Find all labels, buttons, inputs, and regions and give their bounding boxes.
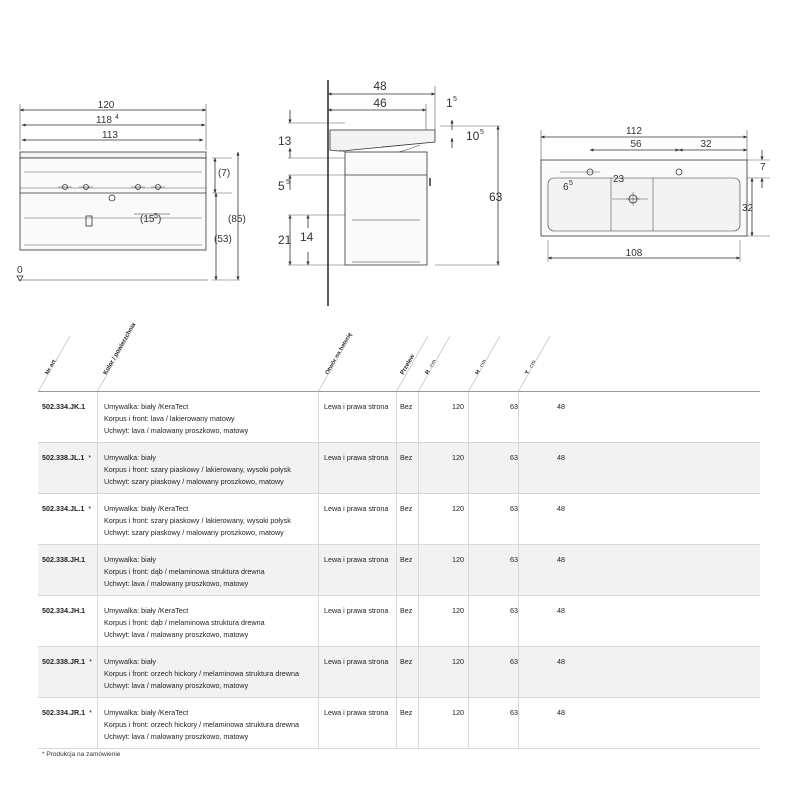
dim-top-108: 108 bbox=[625, 248, 643, 259]
tap-hole-value: Lewa i prawa strona bbox=[324, 606, 389, 615]
depth-value: 48 bbox=[557, 657, 565, 666]
header-tap-hole: Otwór na baterię bbox=[324, 331, 354, 376]
width-value: 120 bbox=[452, 606, 464, 615]
width-value: 120 bbox=[452, 708, 464, 717]
dim-width-120: 120 bbox=[97, 100, 115, 111]
height-value: 63 bbox=[510, 708, 518, 717]
depth-value: 48 bbox=[557, 606, 565, 615]
dim-top-depth-32: 32 bbox=[742, 203, 754, 214]
article-number: 502.334.JH.1 bbox=[42, 606, 86, 615]
height-value: 63 bbox=[510, 555, 518, 564]
dim-top-7: 7 bbox=[760, 162, 766, 173]
depth-value: 48 bbox=[557, 555, 565, 564]
tap-hole-value: Lewa i prawa strona bbox=[324, 657, 389, 666]
top-view-drawing bbox=[541, 130, 770, 262]
front-view-drawing bbox=[17, 104, 240, 281]
product-table bbox=[38, 392, 760, 749]
overflow-value: Bez bbox=[400, 657, 413, 666]
technical-drawings bbox=[0, 0, 800, 320]
depth-value: 48 bbox=[557, 708, 565, 717]
height-value: 63 bbox=[510, 504, 518, 513]
height-value: 63 bbox=[510, 402, 518, 411]
height-value: 63 bbox=[510, 657, 518, 666]
floor-zero-label: 0 bbox=[17, 265, 23, 276]
color-description: Umywalka: biały Korpus i front: szary piaskowy / lakierowany, wysoki połysk Uchwyt: szary piaskowy / malowany proszkowo, matowy bbox=[104, 453, 291, 486]
table-header bbox=[0, 322, 800, 392]
dim-top-6-fraction: 5 bbox=[569, 180, 573, 187]
table-row bbox=[38, 443, 760, 494]
dim-top-23: 23 bbox=[613, 174, 625, 185]
dim-depth-48: 48 bbox=[373, 79, 387, 93]
width-value: 120 bbox=[452, 453, 464, 462]
dim-depth-46: 46 bbox=[373, 96, 387, 110]
color-description: Umywalka: biały /KeraTect Korpus i front: orzech hickory / melaminowa struktura drewna Uchwyt: lava / malowany proszkowo, matowy bbox=[104, 708, 299, 741]
dim-top-112: 112 bbox=[626, 126, 642, 137]
table-row bbox=[38, 545, 760, 596]
dim-depth-15: (15 bbox=[140, 214, 155, 225]
article-number: 502.334.JL.1 * bbox=[42, 504, 92, 513]
table-row bbox=[38, 698, 760, 749]
header-art-number: Nr art. bbox=[44, 357, 59, 376]
dim-rim-1-fraction: 5 bbox=[453, 96, 457, 103]
overflow-value: Bez bbox=[400, 453, 413, 462]
overflow-value: Bez bbox=[400, 504, 413, 513]
side-view-drawing bbox=[288, 80, 500, 306]
overflow-value: Bez bbox=[400, 606, 413, 615]
dim-height-13: 13 bbox=[278, 134, 292, 148]
dim-width-118-fraction: 4 bbox=[115, 114, 119, 121]
article-number: 502.338.JR.1 * bbox=[42, 657, 92, 666]
dim-depth-15-close: ) bbox=[158, 214, 162, 225]
dim-top-56: 56 bbox=[630, 139, 642, 150]
dim-height-63: 63 bbox=[489, 190, 503, 204]
overflow-value: Bez bbox=[400, 708, 413, 717]
dim-height-53: (53) bbox=[214, 234, 232, 245]
article-number: 502.338.JH.1 bbox=[42, 555, 86, 564]
dim-height-21: 21 bbox=[278, 233, 292, 247]
header-b: Bcm bbox=[424, 358, 439, 376]
tap-hole-value: Lewa i prawa strona bbox=[324, 453, 389, 462]
tap-hole-value: Lewa i prawa strona bbox=[324, 708, 389, 717]
dim-height-7: (7) bbox=[218, 168, 231, 179]
tap-hole-value: Lewa i prawa strona bbox=[324, 402, 389, 411]
width-value: 120 bbox=[452, 504, 464, 513]
height-value: 63 bbox=[510, 606, 518, 615]
depth-value: 48 bbox=[557, 453, 565, 462]
table-row bbox=[38, 596, 760, 647]
header-overflow: Przelew bbox=[399, 353, 417, 376]
dim-width-118: 118 bbox=[96, 115, 112, 126]
dim-top-32: 32 bbox=[700, 139, 712, 150]
dim-rim-1: 1 bbox=[446, 96, 453, 110]
dim-height-5: 5 bbox=[278, 179, 285, 193]
dim-width-113: 113 bbox=[102, 130, 118, 141]
color-description: Umywalka: biały /KeraTect Korpus i front: lava / lakierowany matowy Uchwyt: lava / malowany proszkowo, matowy bbox=[104, 402, 249, 435]
color-description: Umywalka: biały /KeraTect Korpus i front: szary piaskowy / lakierowany, wysoki połysk Uchwyt: szary piaskowy / malowany proszkowo, matowy bbox=[104, 504, 291, 537]
color-description: Umywalka: biały /KeraTect Korpus i front: dąb / melaminowa struktura drewna Uchwyt: lava / malowany proszkowo, matowy bbox=[104, 606, 265, 639]
article-number: 502.334.JR.1 * bbox=[42, 708, 92, 717]
color-description: Umywalka: biały Korpus i front: orzech hickory / melaminowa struktura drewna Uchwyt: lava / malowany proszkowo, matowy bbox=[104, 657, 299, 690]
dim-rim-10: 10 bbox=[466, 129, 480, 143]
dim-height-5-fraction: 5 bbox=[286, 179, 290, 186]
tap-hole-value: Lewa i prawa strona bbox=[324, 555, 389, 564]
header-h: Hcm bbox=[474, 358, 489, 376]
article-number: 502.334.JK.1 bbox=[42, 402, 86, 411]
dim-depth-15-fraction: 5 bbox=[154, 213, 158, 220]
dim-height-85: (85) bbox=[228, 214, 246, 225]
header-t: Tcm bbox=[524, 359, 538, 376]
width-value: 120 bbox=[452, 555, 464, 564]
dim-height-14: 14 bbox=[300, 230, 314, 244]
article-number: 502.338.JL.1 * bbox=[42, 453, 92, 462]
table-row bbox=[38, 647, 760, 698]
overflow-value: Bez bbox=[400, 402, 413, 411]
width-value: 120 bbox=[452, 402, 464, 411]
tap-hole-value: Lewa i prawa strona bbox=[324, 504, 389, 513]
dim-top-6: 6 bbox=[563, 182, 569, 193]
height-value: 63 bbox=[510, 453, 518, 462]
depth-value: 48 bbox=[557, 504, 565, 513]
footnote: * Produkcja na zamówienie bbox=[42, 751, 121, 758]
table-row bbox=[38, 494, 760, 545]
dim-rim-10-fraction: 5 bbox=[480, 129, 484, 136]
header-color-surface: Kolor / powierzchnia bbox=[102, 322, 138, 376]
overflow-value: Bez bbox=[400, 555, 413, 564]
table-row bbox=[38, 392, 760, 443]
color-description: Umywalka: biały Korpus i front: dąb / melaminowa struktura drewna Uchwyt: lava / malowany proszkowo, matowy bbox=[104, 555, 265, 588]
width-value: 120 bbox=[452, 657, 464, 666]
header-dividers bbox=[0, 330, 800, 392]
depth-value: 48 bbox=[557, 402, 565, 411]
